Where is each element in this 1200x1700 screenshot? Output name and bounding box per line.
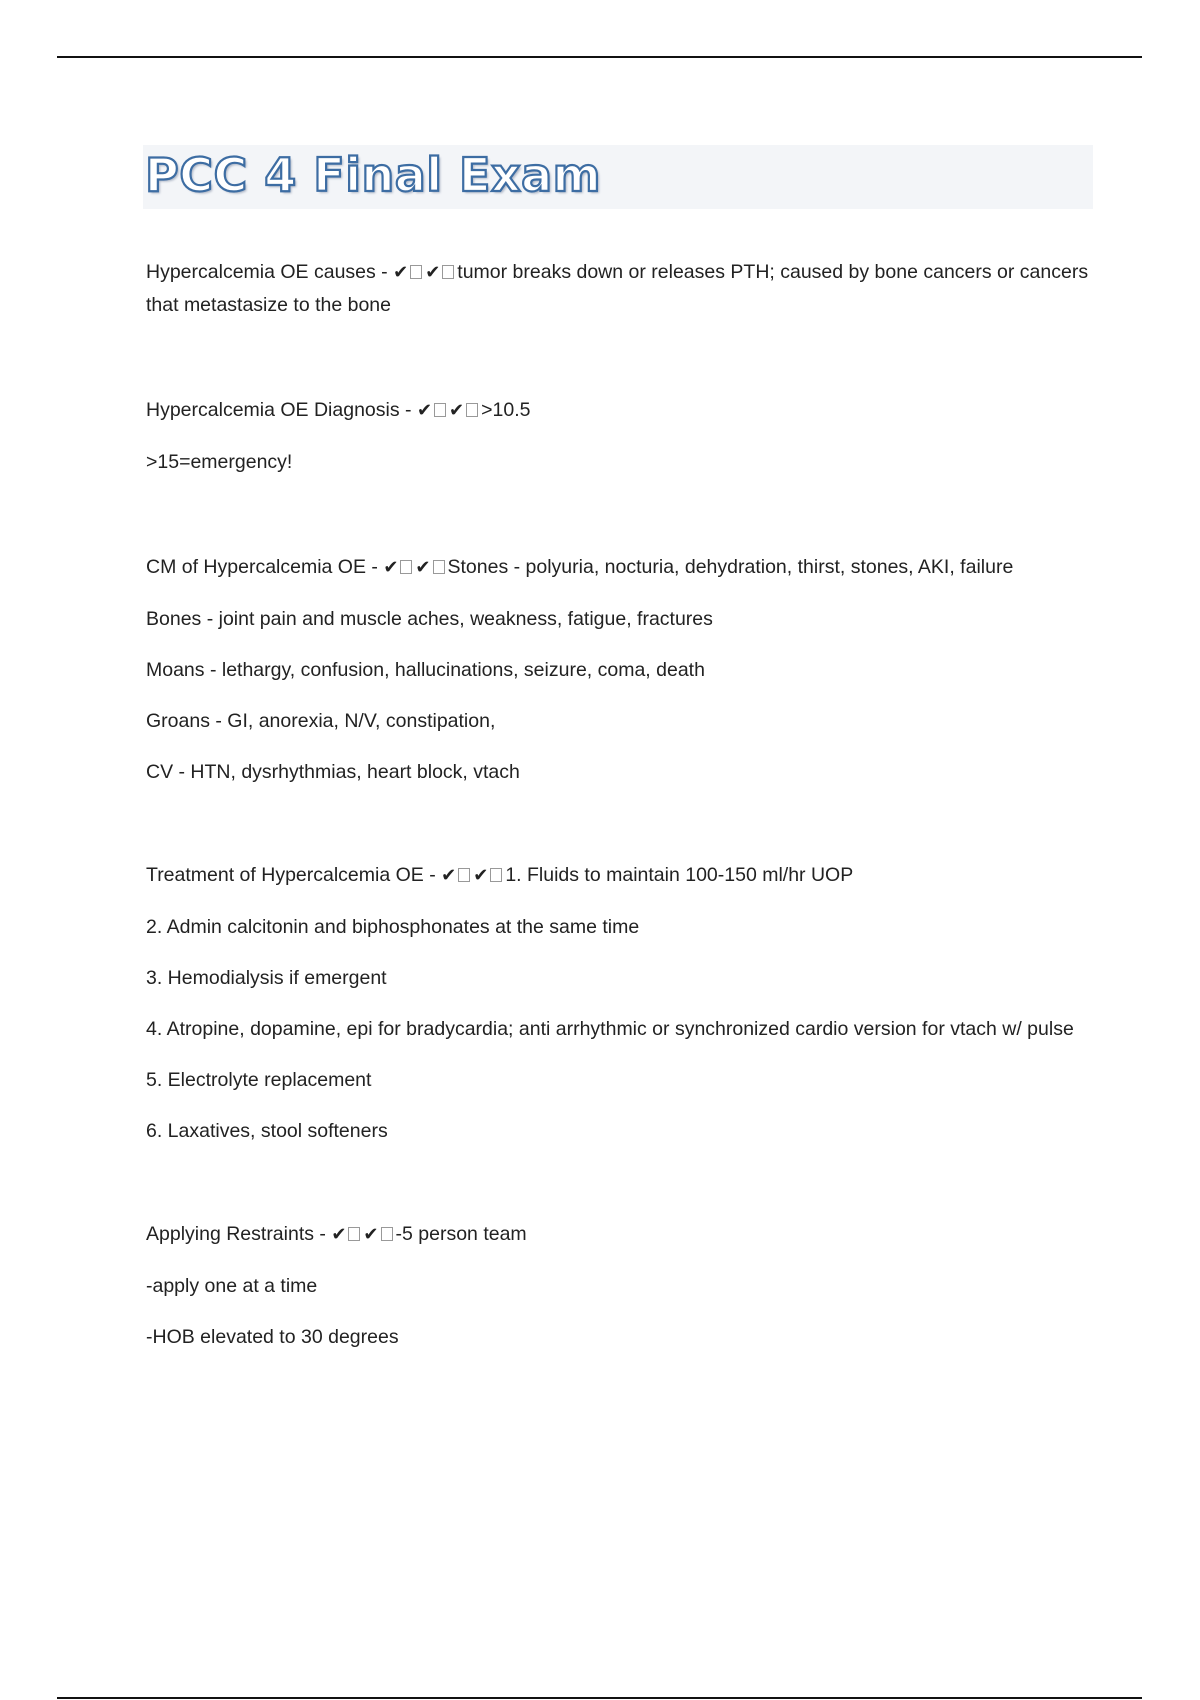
- check-icon: ✔: [449, 400, 465, 421]
- answer-line: 6. Laxatives, stool softeners: [146, 1120, 388, 1142]
- qa-item: [146, 394, 1091, 427]
- answer-text: Stones - polyuria, nocturia, dehydration, thirst, stones, AKI, failure: [447, 556, 1014, 578]
- answer-line: >15=emergency!: [146, 451, 293, 473]
- placeholder-box-icon: [400, 560, 412, 574]
- placeholder-box-icon: [442, 265, 454, 279]
- answer-line: 2. Admin calcitonin and biphosphonates at the same time: [146, 916, 640, 938]
- placeholder-box-icon: [348, 1227, 360, 1241]
- placeholder-box-icon: [458, 868, 470, 882]
- check-icon: ✔: [383, 557, 399, 578]
- check-icon: ✔: [473, 865, 489, 886]
- answer-line: Groans - GI, anorexia, N/V, constipation,: [146, 710, 496, 732]
- footer-rule: [57, 1697, 1142, 1699]
- check-icon: ✔: [441, 865, 457, 886]
- placeholder-box-icon: [490, 868, 502, 882]
- placeholder-box-icon: [433, 560, 445, 574]
- document-title: PCC 4 Final Exam: [145, 148, 602, 202]
- placeholder-box-icon: [434, 403, 446, 417]
- check-icon: ✔: [425, 262, 441, 283]
- answer-line: -apply one at a time: [146, 1275, 318, 1297]
- check-icon: ✔: [331, 1224, 347, 1245]
- qa-item: [146, 551, 1091, 584]
- qa-item: [146, 1218, 1091, 1251]
- answer-text: >10.5: [481, 399, 531, 421]
- answer-text: -5 person team: [395, 1223, 527, 1245]
- answer-line: Bones - joint pain and muscle aches, weakness, fatigue, fractures: [146, 608, 713, 630]
- placeholder-box-icon: [410, 265, 422, 279]
- answer-line: 5. Electrolyte replacement: [146, 1069, 372, 1091]
- answer-line: -HOB elevated to 30 degrees: [146, 1326, 399, 1348]
- answer-text: tumor breaks down or releases PTH; caused by bone cancers or cancers that metastasize to the bone: [146, 261, 1094, 316]
- term: Treatment of Hypercalcemia OE -: [146, 864, 442, 886]
- document-body: [146, 256, 1094, 1372]
- term: CM of Hypercalcemia OE -: [146, 556, 384, 578]
- answer-line: Moans - lethargy, confusion, hallucinations, seizure, coma, death: [146, 659, 705, 681]
- check-icon: ✔: [393, 262, 409, 283]
- placeholder-box-icon: [466, 403, 478, 417]
- check-icon: ✔: [416, 400, 433, 421]
- answer-line: 3. Hemodialysis if emergent: [146, 967, 387, 989]
- term: Applying Restraints -: [146, 1223, 332, 1245]
- answer-line: 4. Atropine, dopamine, epi for bradycardia; anti arrhythmic or synchronized cardio version for vtach w/ pulse: [146, 1018, 1074, 1040]
- term: Hypercalcemia OE causes -: [146, 261, 394, 283]
- header-rule: [57, 56, 1142, 58]
- qa-item: [146, 256, 1094, 321]
- answer-text: 1. Fluids to maintain 100-150 ml/hr UOP: [505, 864, 854, 886]
- placeholder-box-icon: [381, 1227, 393, 1241]
- term: Hypercalcemia OE Diagnosis -: [146, 399, 417, 421]
- qa-item: [146, 859, 1091, 892]
- check-icon: ✔: [415, 557, 431, 578]
- answer-line: CV - HTN, dysrhythmias, heart block, vtach: [146, 761, 520, 783]
- check-icon: ✔: [363, 1224, 379, 1245]
